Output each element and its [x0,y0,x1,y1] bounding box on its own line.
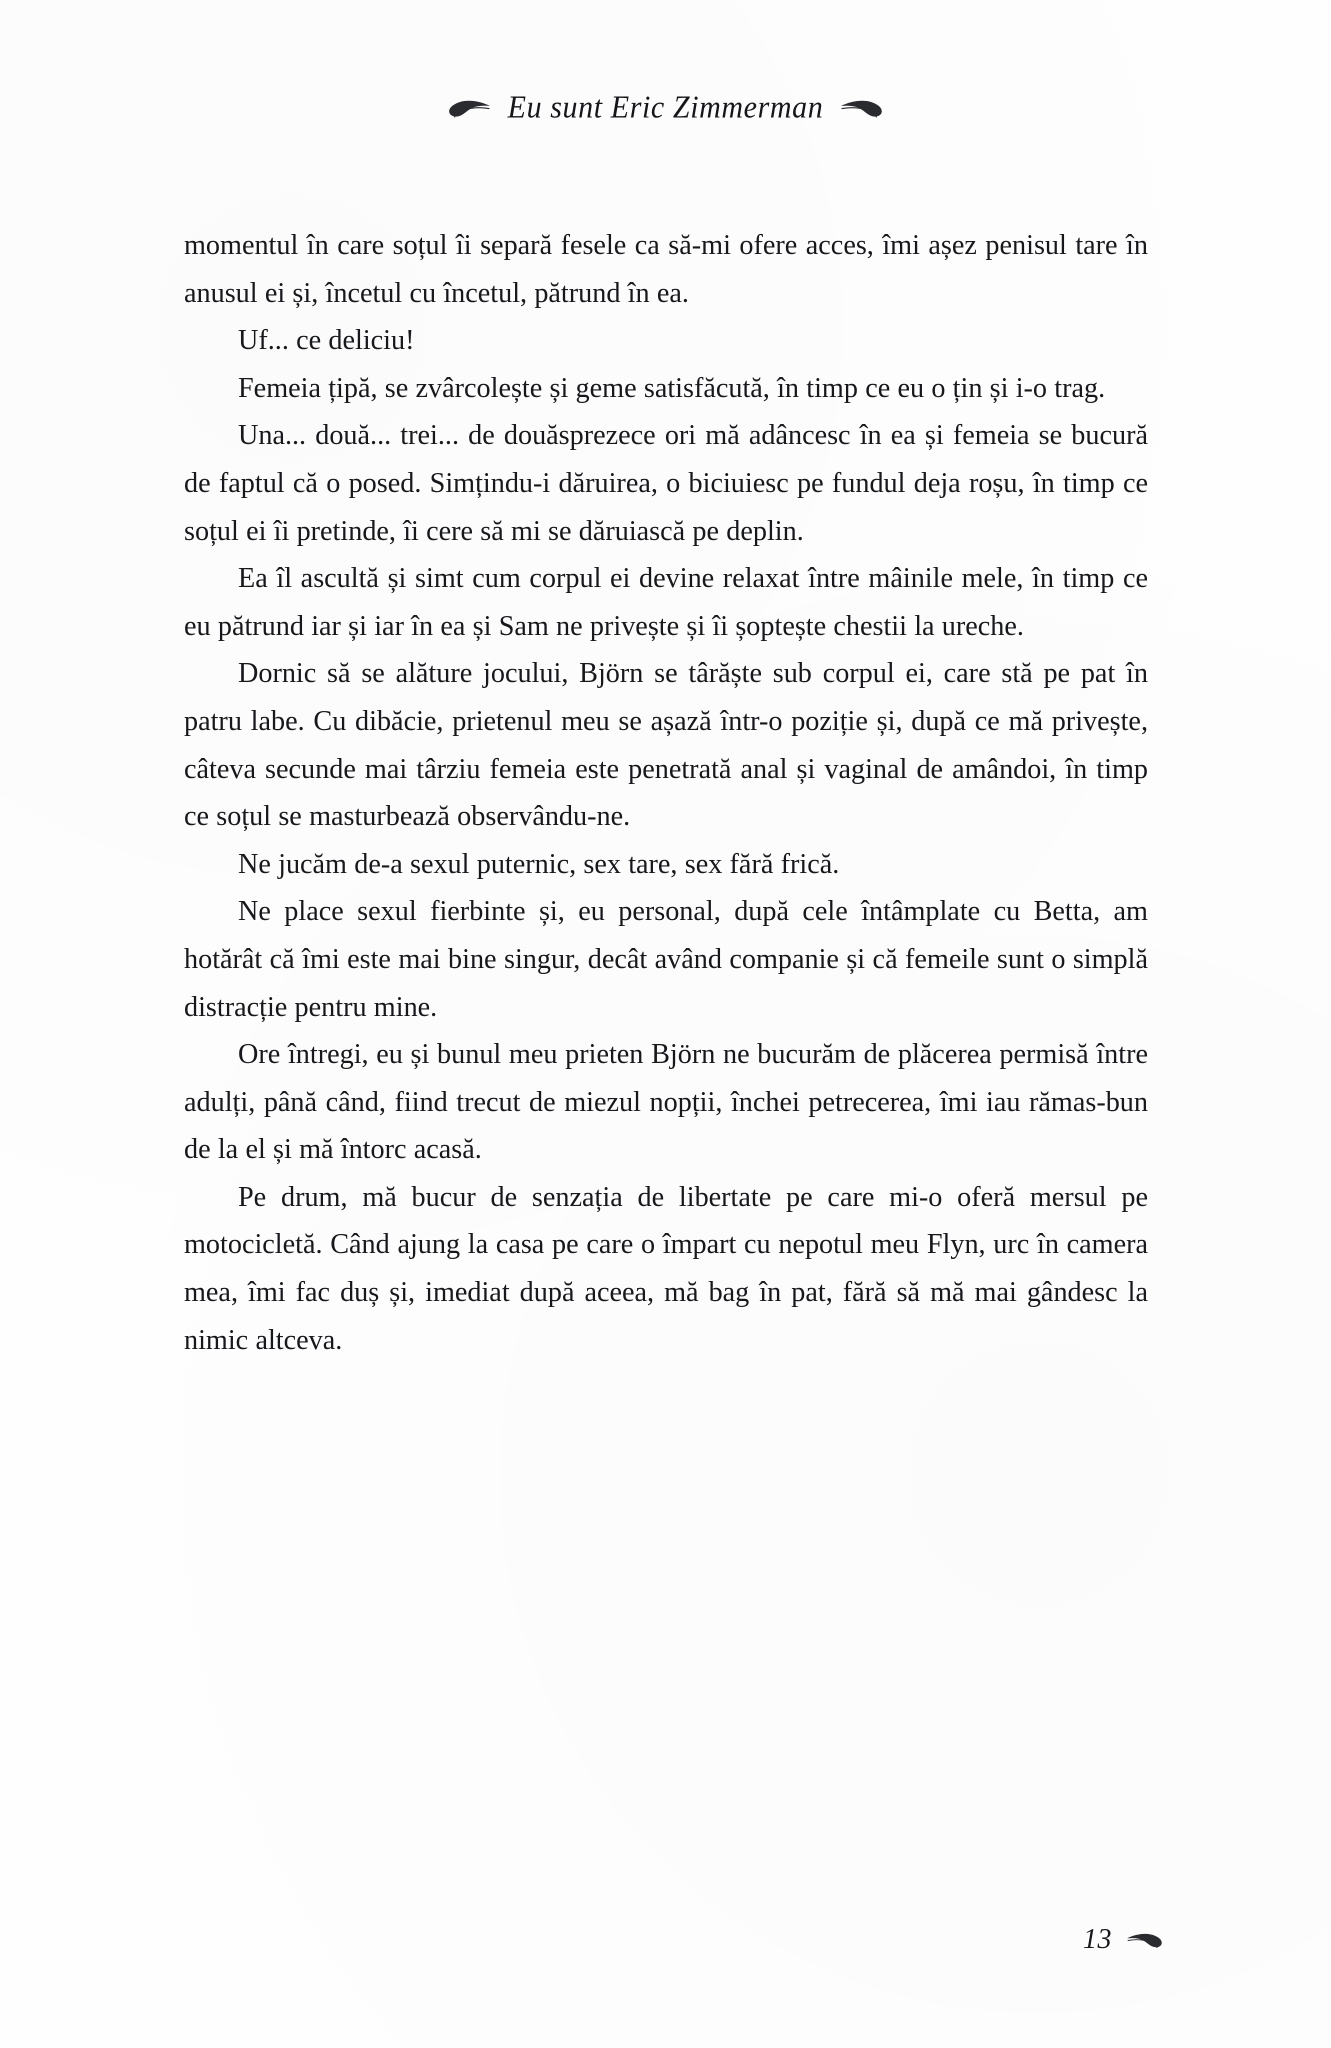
paragraph: Una... două... trei... de douăsprezece ori mă adâncesc în ea și femeia se bucură de faptul că o posed. Simțindu-i dăruirea, o biciuiesc pe fundul deja roșu, în timp ce soțul ei îi pretinde, îi cere să mi se dăruiască pe deplin. [184,420,1148,547]
paragraph: Femeia țipă, se zvârcolește și geme satisfăcută, în timp ce eu o țin și i-o trag. [238,372,1106,404]
folio [1083,1924,1165,1956]
leaf-swash-ornament-right [839,95,885,121]
paragraph: Ne jucăm de-a sexul puternic, sex tare, sex fără frică. [238,848,840,880]
body-text-block [184,222,1148,1364]
page-number: 13 [1083,1924,1112,1955]
leaf-swash-ornament-left [446,95,492,121]
paragraph: Uf... ce deliciu! [238,325,415,357]
paragraph: Dornic să se alăture jocului, Björn se târăște sub corpul ei, care stă pe pat în patru labe. Cu dibăcie, prietenul meu se așază într-o poziție și, după ce mă privește, câteva secunde mai târziu femeia este penetrată anal și vaginal de amândoi, în timp ce soțul se masturbează observându-ne. [184,658,1148,833]
paragraph: Ea îl ascultă și simt cum corpul ei devine relaxat între mâinile mele, în timp ce eu pătrund iar și iar în ea și Sam ne privește și îi șoptește chestii la ureche. [184,563,1148,642]
paragraph: momentul în care soțul îi separă fesele ca să-mi ofere acces, îmi așez penisul tare în anusul ei și, încetul cu încetul, pătrund în ea. [184,230,1148,309]
paragraph: Pe drum, mă bucur de senzația de libertate pe care mi-o oferă mersul pe motocicletă. Când ajung la casa pe care o împart cu nepotul meu Flyn, urc în camera mea, îmi fac duș și, imediat după aceea, mă bag în pat, fără să mă mai gândesc la nimic altceva. [184,1181,1148,1356]
paragraph: Ne place sexul fierbinte și, eu personal, după cele întâmplate cu Betta, am hotărât că îmi este mai bine singur, decât având companie și că femeile sunt o simplă distracție pentru mine. [184,896,1148,1023]
header-title: Eu sunt Eric Zimmerman [507,89,824,125]
paragraph: Ore întregi, eu și bunul meu prieten Björn ne bucurăm de plăcerea permisă între adulți, până când, fiind trecut de miezul nopții, închei petrecerea, îmi iau rămas-bun de la el și mă întorc acasă. [184,1039,1148,1166]
leaf-swash-ornament-folio [1125,1929,1165,1951]
running-header [0,86,1331,130]
